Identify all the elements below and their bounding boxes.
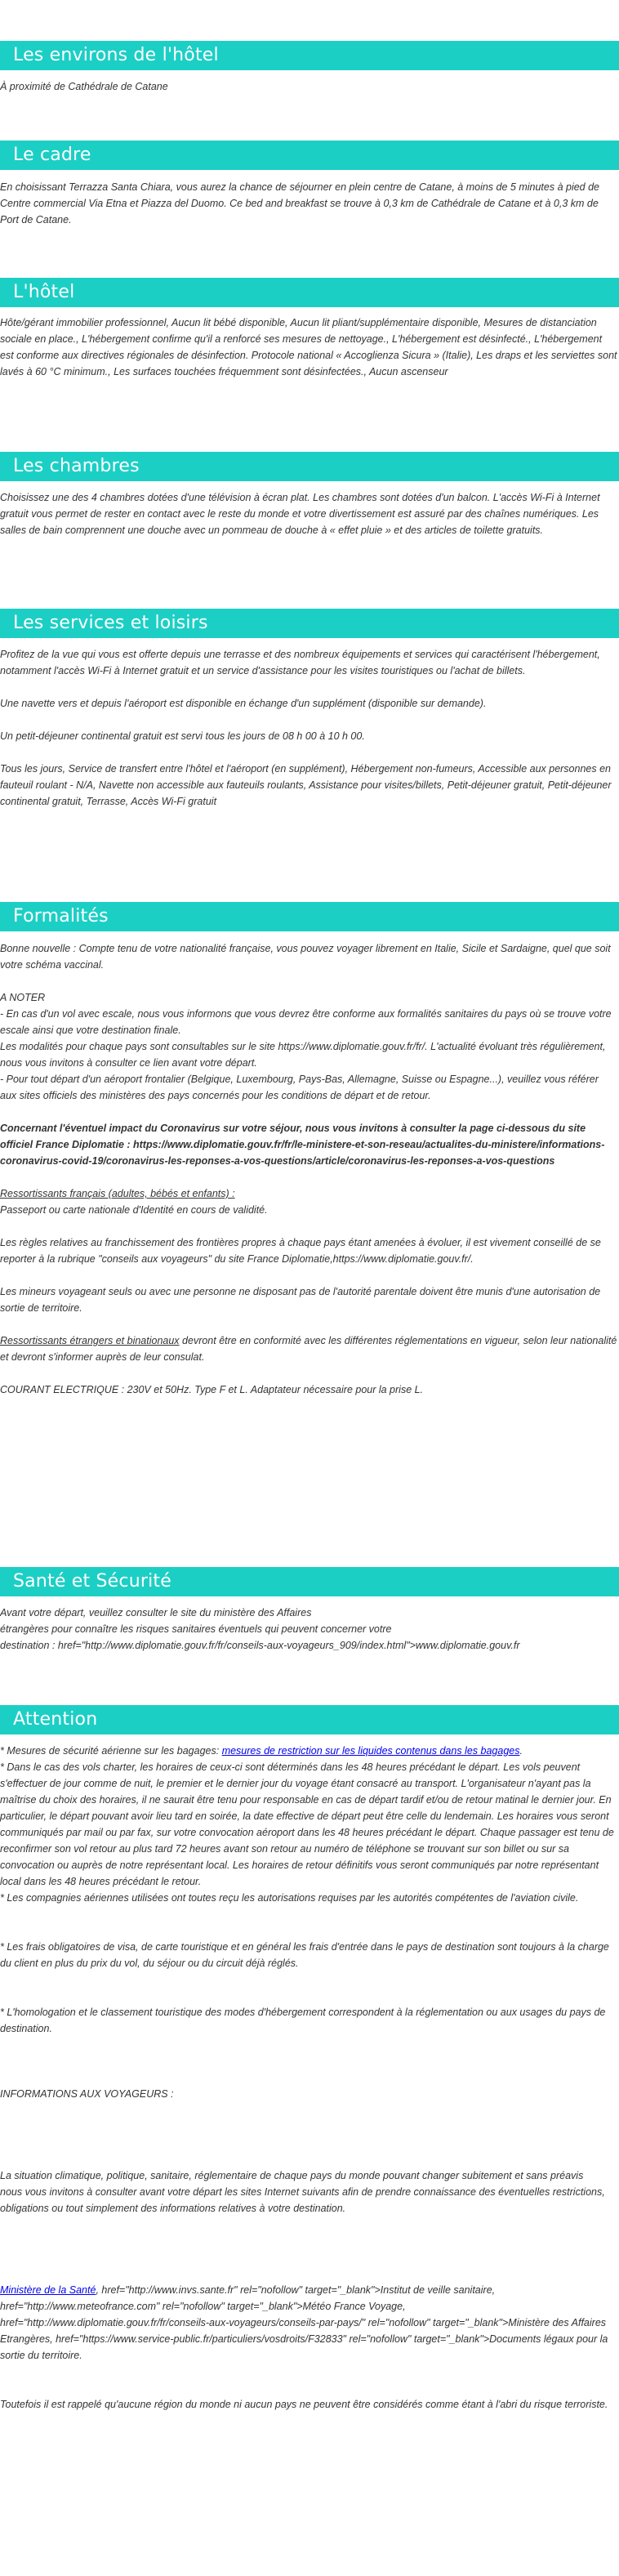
section-body-attention bbox=[0, 1743, 617, 2413]
paragraph: Passeport ou carte nationale d'Identité en cours de validité. bbox=[0, 1204, 268, 1216]
subheading-foreign-nationals: Ressortissants étrangers et binationaux bbox=[0, 1335, 180, 1346]
paragraph: Les règles relatives au franchissement des frontières propres à chaque pays étant amenées à évoluer, il est vivement conseillé de se reporter à la rubrique "conseils aux voyageurs" du site France Diplomatie,https://www.diplomatie.gouv.fr/. bbox=[0, 1237, 601, 1265]
paragraph: * Mesures de sécurité aérienne sur les bagages: mesures de restriction sur les liquides contenus dans les bagages. bbox=[0, 1745, 523, 1757]
paragraph: * Dans le cas des vols charter, les horaires de ceux-ci sont déterminés dans les 48 heures précédant le départ. Les vols peuvent s'effectuer de jour comme de nuit, le premier et le dernier jour du voyage étant consacré au transport. L'organisateur n'ayant pas la maîtrise du choix des horaires, il ne saurait être tenu pour responsable en cas de départ tardif et/ou de retour matinal le dernier jour. En particulier, le départ pouvant avoir lieu tard en soirée, la date effective de départ peut être celle du lendemain. Les horaires vous seront communiqués par mail ou par fax, sur votre convocation aéroport dans les 48 heures précédant le départ. Chaque passager est tenu de reconfirmer son vol retour au plus tard 72 heures avant son retour au numéro de téléphone se trouvant sur son billet ou sur sa convocation ou auprès de notre représentant local. Les horaires de retour définitifs vous seront communiqués par notre représentant local dans les 48 heures précédant le retour. bbox=[0, 1761, 614, 1887]
paragraph: Bonne nouvelle : Compte tenu de votre nationalité française, vous pouvez voyager librement en Italie, Sicile et Sardaigne, quel que soit votre schéma vaccinal. bbox=[0, 943, 611, 971]
paragraph: - En cas d'un vol avec escale, nous vous informons que vous devrez être conforme aux formalités sanitaires du pays où se trouve votre escale ainsi que votre destination finale. bbox=[0, 1008, 612, 1036]
paragraph: Les mineurs voyageant seuls ou avec une personne ne disposant pas de l'autorité parentale doivent être munis d'une autorisation de sortie de territoire. bbox=[0, 1286, 601, 1314]
paragraph: À proximité de Cathédrale de Catane bbox=[0, 81, 168, 92]
section-body-sante bbox=[0, 1605, 617, 1654]
section-header-environs bbox=[0, 41, 619, 70]
section-body-formalites bbox=[0, 940, 617, 1398]
foreign-text: devront être en conformité avec les différentes réglementations en vigueur, selon leur nationalité et devront s'informer auprès de leur consulat. bbox=[0, 1335, 617, 1363]
paragraph: destination : href="http://www.diplomatie.gouv.fr/fr/conseils-aux-voyageurs_909/index.html">www.diplomatie.gouv.fr bbox=[0, 1640, 520, 1651]
section-header-sante bbox=[0, 1567, 619, 1596]
paragraph: Choisissez une des 4 chambres dotées d'une télévision à écran plat. Les chambres sont dotées d'un balcon. L'accès Wi-Fi à Internet gratuit vous permet de rester en contact avec le reste du monde et votre divertissement est assuré par des chaînes numériques. Les salles de bain comprennent une douche avec un pommeau de douche à « effet pluie » et des articles de toilette gratuits. bbox=[0, 492, 600, 536]
section-header-cadre bbox=[0, 141, 619, 170]
paragraph: nous vous invitons à consulter avant votre départ les sites Internet suivants afin de prendre connaissance des éventuelles restrictions, obligations ou tout simplement des informations relatives à votre destination. bbox=[0, 2186, 605, 2214]
section-header-attention bbox=[0, 1705, 619, 1734]
paragraph: * L'homologation et le classement touristique des modes d'hébergement correspondent à la réglementation ou aux usages du pays de destination. bbox=[0, 2007, 606, 2034]
paragraph: Tous les jours, Service de transfert entre l'hôtel et l'aéroport (en supplément), Hébergement non-fumeurs, Accessible aux personnes en fauteuil roulant - N/A, Navette non accessible aux fauteuils roulants, Assistance pour visites/billets, Petit-déjeuner gratuit, Petit-déjeuner continental gratuit, Terrasse, Accès Wi-Fi gratuit bbox=[0, 763, 612, 807]
section-body-services bbox=[0, 646, 617, 810]
liquid-restrictions-link[interactable]: mesures de restriction sur les liquides contenus dans les bagages bbox=[221, 1745, 520, 1757]
section-body-hotel bbox=[0, 315, 617, 380]
section-title: L'hôtel bbox=[13, 282, 75, 302]
section-title: Les chambres bbox=[13, 456, 140, 476]
paragraph: En choisissant Terrazza Santa Chiara, vous aurez la chance de séjourner en plein centre de Catane, à moins de 5 minutes à pied de Centre commercial Via Etna et Piazza del Duomo. Ce bed and breakfast se trouve à 0,3 km de Cathédrale de Catane et à 0,3 km de Port de Catane. bbox=[0, 181, 600, 225]
section-title: Les services et loisirs bbox=[13, 613, 208, 633]
section-body-cadre bbox=[0, 179, 617, 228]
paragraph: Hôte/gérant immobilier professionnel, Aucun lit bébé disponible, Aucun lit pliant/supplémentaire disponible, Mesures de distanciation sociale en place., L'hébergement confirme qu'il a renforcé ses mesures de nettoyage., L'hébergement est désinfecté., L'hébergement est conforme aux directives régionales de désinfection. Protocole national « Accoglienza Sicura » (Italie), Les draps et les serviettes sont lavés à 60 °C minimum., Les surfaces touchées fréquemment sont désinfectées., Aucun ascenseur bbox=[0, 317, 617, 377]
paragraph: Un petit-déjeuner continental gratuit est servi tous les jours de 08 h 00 à 10 h 00. bbox=[0, 730, 365, 742]
section-title: Attention bbox=[13, 1709, 98, 1730]
paragraph: COURANT ELECTRIQUE : 230V et 50Hz. Type F et L. Adaptateur nécessaire pour la prise L. bbox=[0, 1384, 424, 1395]
paragraph bbox=[0, 1333, 617, 1365]
paragraph: - Pour tout départ d'un aéroport frontalier (Belgique, Luxembourg, Pays-Bas, Allemagne, Suisse ou Espagne...), veuillez vous référer aux sites officiels des ministères des pays concernés pour les conditions de départ et de retour. bbox=[0, 1074, 599, 1101]
links-text: , href="http://www.invs.sante.fr" rel="nofollow" target="_blank">Institut de veille sanitaire, href="http://www.meteofrance.com" rel="nofollow" target="_blank">Météo France Voyage, href="http://www.diplomatie.gouv.fr/fr/conseils-aux-voyageurs/conseils-par-pays/" rel="nofollow" target="_blank">Ministère des Affaires Etrangères, href="https://www.service-public.fr/particuliers/vosdroits/F32833" rel="nofollow" target="_blank">Documents légaux pour la sortie du territoire. bbox=[0, 2284, 608, 2361]
paragraph: Les modalités pour chaque pays sont consultables sur le site https://www.diplomatie.gouv.fr/fr/. L'actualité évoluant très régulièrement, nous vous invitons à consulter ce lien avant votre départ. bbox=[0, 1041, 606, 1069]
paragraph: Toutefois il est rappelé qu'aucune région du monde ni aucun pays ne peuvent être considérés comme étant à l'abri du risque terroriste. bbox=[0, 2399, 608, 2410]
paragraph: La situation climatique, politique, sanitaire, réglementaire de chaque pays du monde pouvant changer subitement et sans préavis bbox=[0, 2170, 584, 2181]
paragraph: Avant votre départ, veuillez consulter le site du ministère des Affaires bbox=[0, 1607, 312, 1618]
section-header-formalites bbox=[0, 902, 619, 931]
section-title: Formalités bbox=[13, 906, 109, 926]
paragraph: * Les frais obligatoires de visa, de carte touristique et en général les frais d'entrée dans le pays de destination sont toujours à la charge du client en plus du prix du vol, du séjour ou du circuit déjà réglés. bbox=[0, 1941, 609, 1969]
coronavirus-notice: Concernant l'éventuel impact du Coronavirus sur votre séjour, nous vous invitons à consulter la page ci-dessous du site officiel France Diplomatie : https://www.diplomatie.gouv.fr/fr/le-ministere-et-son-reseau/actualites-du-ministere/informations-coronavirus-covid-19/coronavirus-les-reponses-a-vos-questions/article/coronavirus-les-reponses-a-vos-questions bbox=[0, 1123, 605, 1167]
note-title: A NOTER bbox=[0, 992, 46, 1003]
section-header-services bbox=[0, 609, 619, 638]
paragraph bbox=[0, 2282, 617, 2364]
paragraph: étrangères pour connaître les risques sanitaires éventuels qui peuvent concerner votre bbox=[0, 1623, 392, 1635]
ministry-health-link[interactable]: Ministère de la Santé bbox=[0, 2284, 96, 2296]
paragraph: Profitez de la vue qui vous est offerte depuis une terrasse et des nombreux équipements et services qui caractérisent l'hébergement, notamment l'accès Wi-Fi à Internet gratuit et un service d'assistance pour les visites touristiques ou l'achat de billets. bbox=[0, 649, 600, 676]
section-title: Santé et Sécurité bbox=[13, 1571, 171, 1592]
subheading-french-nationals: Ressortissants français (adultes, bébés et enfants) : bbox=[0, 1188, 235, 1199]
section-title: Le cadre bbox=[13, 145, 91, 165]
paragraph: * Les compagnies aériennes utilisées ont toutes reçu les autorisations requises par les autorités compétentes de l'aviation civile. bbox=[0, 1892, 579, 1904]
section-body-environs bbox=[0, 78, 617, 95]
section-header-chambres bbox=[0, 452, 619, 481]
paragraph: Une navette vers et depuis l'aéroport est disponible en échange d'un supplément (disponible sur demande). bbox=[0, 698, 487, 709]
section-title: Les environs de l'hôtel bbox=[13, 45, 219, 65]
section-header-hotel bbox=[0, 278, 619, 307]
section-body-chambres bbox=[0, 489, 617, 538]
info-title: INFORMATIONS AUX VOYAGEURS : bbox=[0, 2088, 174, 2100]
